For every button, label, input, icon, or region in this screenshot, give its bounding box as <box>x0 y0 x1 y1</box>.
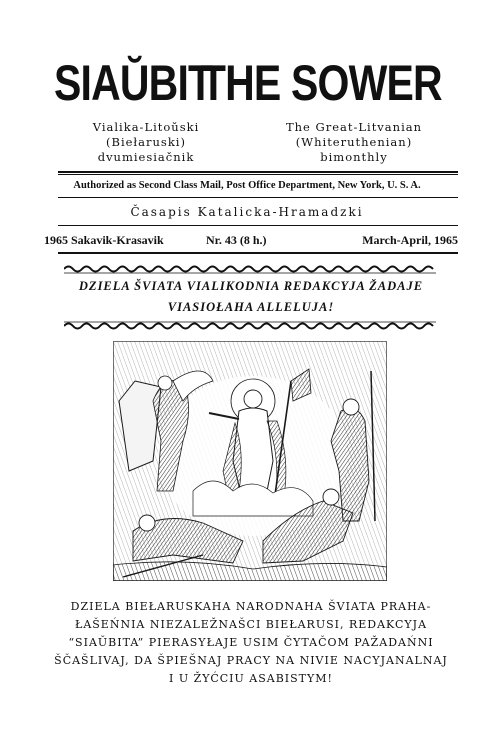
easter-greeting-line-1: DZIELA ŠVIATA VIALIKODNIA REDAKCYJA ŽADAJE <box>78 279 424 293</box>
mailing-authorization-line: Authorized as Second Class Mail, Post Office Department, New York, U. S. A. <box>73 180 421 191</box>
divider-rule <box>58 252 458 254</box>
message-line: “SIAŬBITA” PIERASYŁAJE USIM ČYTAČOM PAŽADAŃNI <box>68 636 434 649</box>
subtitle-line: The Great-Litvanian <box>285 120 423 134</box>
easter-greeting-line-2: VIASIOŁAHA ALLELUJA! <box>167 300 335 314</box>
ornamental-border <box>64 321 436 331</box>
angel-head <box>158 376 172 390</box>
masthead-title-belarusian: SIAŬBIT <box>54 55 213 111</box>
divider-rule <box>58 225 458 226</box>
masthead <box>40 52 454 114</box>
resurrection-engraving-image <box>113 341 387 581</box>
message-line: DZIELA BIEŁARUSKAHA NARODNAHA ŠVIATA PRAHA- <box>70 600 432 613</box>
subtitle-line: Vialika-Litoŭski <box>92 120 200 134</box>
soldier-helmet <box>343 399 359 415</box>
issue-number: Nr. 43 (8 h.) <box>206 233 267 247</box>
subtitle-line: bimonthly <box>320 150 388 164</box>
subtitle-line: (Whiteruthenian) <box>295 135 413 149</box>
message-line: I U ŽYĆCIU ASABISTYM! <box>169 672 333 685</box>
soldier-helmet <box>139 515 155 531</box>
message-line: ŁAŠEŃNIA NIEZALEŽNAŠCI BIEŁARUSI, REDAKCYJA <box>74 618 428 631</box>
subtitle-belarusian <box>46 120 246 165</box>
issue-date-belarusian: 1965 Sakavik-Krasavik <box>44 233 164 247</box>
divider-rule <box>58 197 458 198</box>
message-line: ŠČAŠLIVAJ, DA ŠPIEŠNAJ PRACY NA NIVIE NACYJANALNAJ <box>54 654 448 667</box>
soldier-helmet <box>323 489 339 505</box>
publication-type-line: Časapis Katalicka-Hramadzki <box>130 205 364 219</box>
issue-date-english: March-April, 1965 <box>362 233 458 247</box>
christ-head <box>244 390 262 408</box>
divider-rule <box>58 174 458 175</box>
masthead-title-english: THE SOWER <box>201 55 442 111</box>
ornamental-border <box>64 264 436 274</box>
divider-rule <box>58 171 458 173</box>
subtitle-line: dvumiesiačnik <box>97 150 195 164</box>
easter-message-block <box>44 598 458 688</box>
issue-info-row <box>44 233 458 249</box>
subtitle-english <box>254 120 454 165</box>
subtitle-line: (Biełaruski) <box>106 135 186 149</box>
